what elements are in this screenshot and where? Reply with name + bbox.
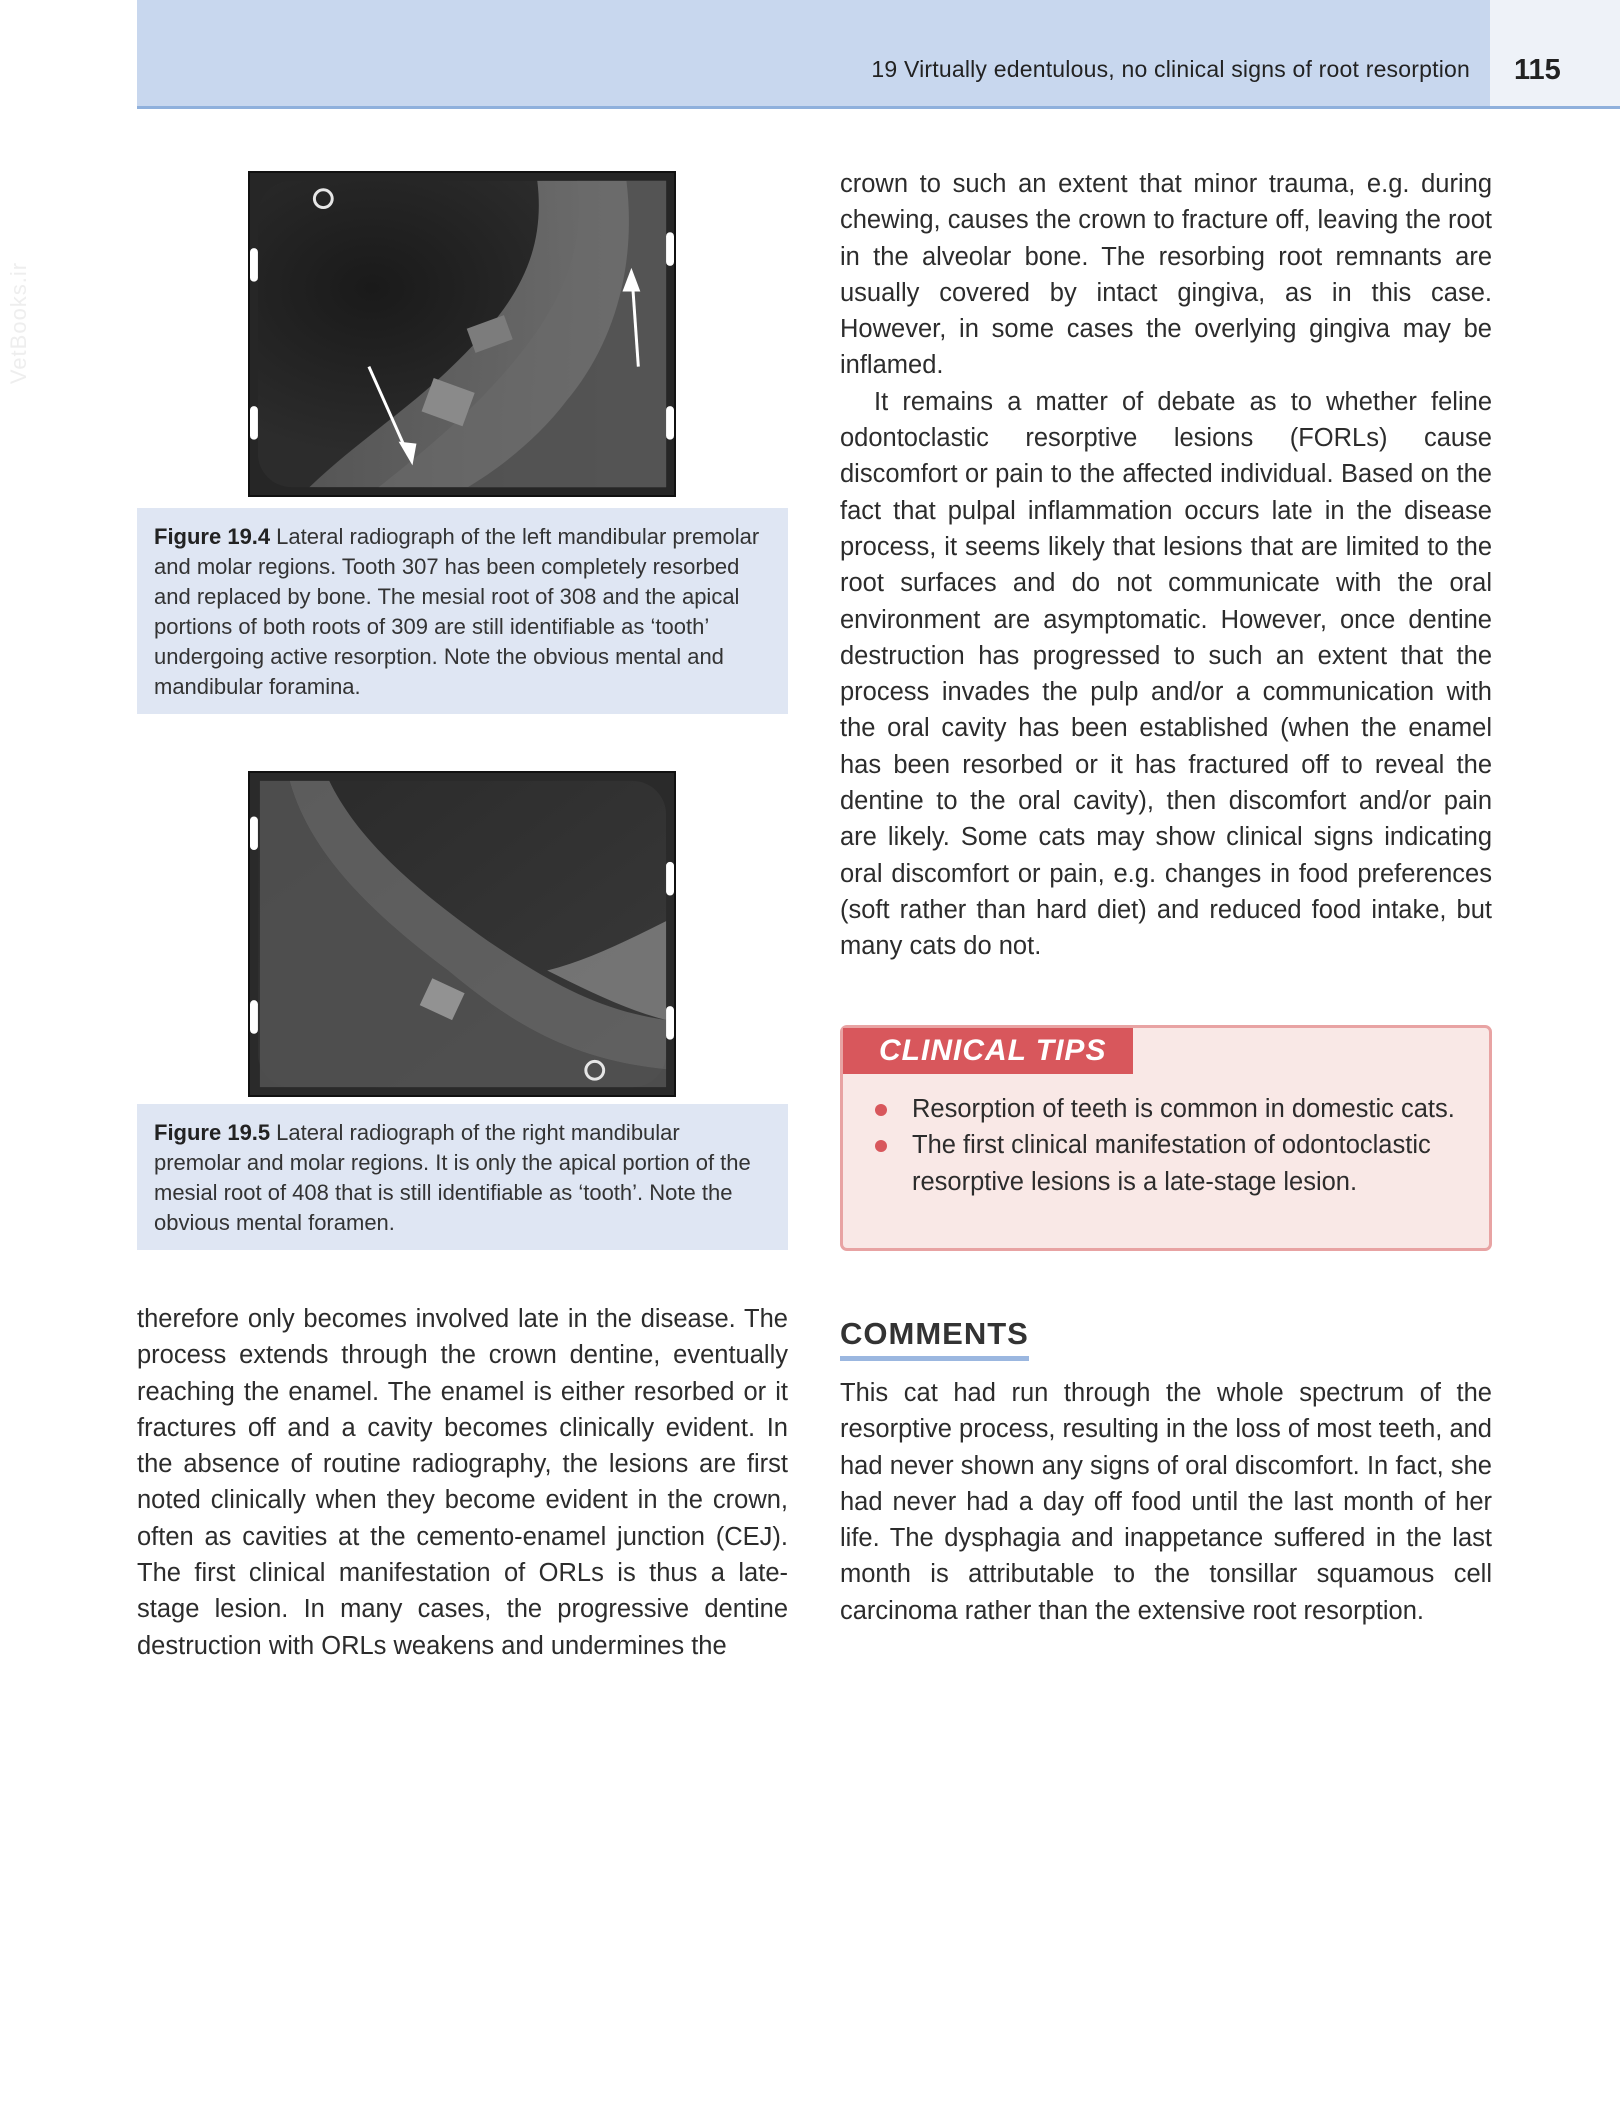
page-number-box [1490, 0, 1620, 109]
caption-text: Lateral radiograph of the left mandibular premolar and molar regions. Tooth 307 has been completely resorbed and replaced by bone. The mesial root of 308 and the apical portions of both roots of 309 are still identifiable as ‘tooth’ undergoing active resorption. Note the obvious mental and mandibular foramina. [154, 524, 760, 699]
right-column-text [840, 166, 1492, 965]
clinical-tip-item [873, 1127, 1463, 1200]
clinical-tips-box [840, 1025, 1492, 1251]
radiograph-image-1 [250, 173, 674, 495]
figure-19-5-radiograph [248, 771, 676, 1097]
figure-19-4-radiograph [248, 171, 676, 497]
figure-19-5-caption [137, 1104, 788, 1250]
body-paragraph-1: crown to such an extent that minor trauma, e.g. during chewing, causes the crown to fracture off, leaving the root in the alveolar bone. The resorbing root remnants are usually covered by intact gingiva, as in this case. However, in some cases the overlying gingiva may be inflamed. [840, 170, 1492, 380]
figure-label: Figure 19.5 [154, 1120, 271, 1145]
radiograph-image-2 [250, 773, 674, 1095]
caption-text: Lateral radiograph of the right mandibular premolar and molar regions. It is only the apical portion of the mesial root of 408 that is still identifiable as ‘tooth’. Note the obvious mental foramen. [154, 1120, 751, 1235]
clinical-tips-title: CLINICAL TIPS [843, 1028, 1133, 1074]
clinical-tips-list [873, 1091, 1463, 1200]
comments-heading: COMMENTS [840, 1316, 1029, 1361]
clinical-tip-text: Resorption of teeth is common in domestic cats. [912, 1095, 1455, 1123]
body-paragraph: therefore only becomes involved late in the disease. The process extends through the crown dentine, eventually reaching the enamel. The enamel is either resorbed or it fractures off and a cavity becomes clinically evident. In the absence of routine radiography, the lesions are first noted clinically when they become evident in the crown, often as cavities at the cemento-enamel junction (CEJ). The first clinical manifestation of ORLs is thus a late-stage lesion. In many cases, the progressive dentine destruction with ORLs weakens and undermines the [137, 1305, 788, 1660]
comments-paragraph: This cat had run through the whole spectrum of the resorptive process, resulting in the loss of most teeth, and had never shown any signs of oral discomfort. In fact, she had never had a day off food until the last month of her life. The dysphagia and inappetance suffered in the last month is attributable to the tonsillar squamous cell carcinoma rather than the extensive root resorption. [840, 1379, 1492, 1625]
running-header [137, 0, 1490, 109]
page-number: 115 [1514, 54, 1561, 86]
clinical-tip-item [873, 1091, 1463, 1127]
body-paragraph-2: It remains a matter of debate as to whether feline odontoclastic resorptive lesions (FORLs) cause discomfort or pain to the affected individual. Based on the fact that pulpal inflammation occurs late in the disease process, it seems likely that lesions that are limited to the root surfaces and do not communicate with the oral environment are asymptomatic. However, once dentine destruction has progressed to such an extent that the process invades the pulp and/or a communication with the oral cavity has been established (when the enamel has been resorbed or it has fractured off to reveal the dentine to the oral cavity), then discomfort and/or pain are likely. Some cats may show clinical signs indicating oral discomfort or pain, e.g. changes in food preferences (soft rather than hard diet) and reduced food intake, but many cats do not. [840, 387, 1492, 961]
bullet-icon [875, 1104, 887, 1116]
left-column-text [137, 1301, 788, 1664]
bullet-icon [875, 1140, 887, 1152]
watermark: VetBooks.ir [6, 261, 32, 385]
comments-text [840, 1375, 1492, 1629]
figure-label: Figure 19.4 [154, 524, 271, 549]
figure-19-4-caption [137, 508, 788, 714]
running-head-title: 19 Virtually edentulous, no clinical signs of root resorption [871, 56, 1470, 82]
clinical-tip-text: The first clinical manifestation of odontoclastic resorptive lesions is a late-stage lesion. [912, 1131, 1431, 1196]
